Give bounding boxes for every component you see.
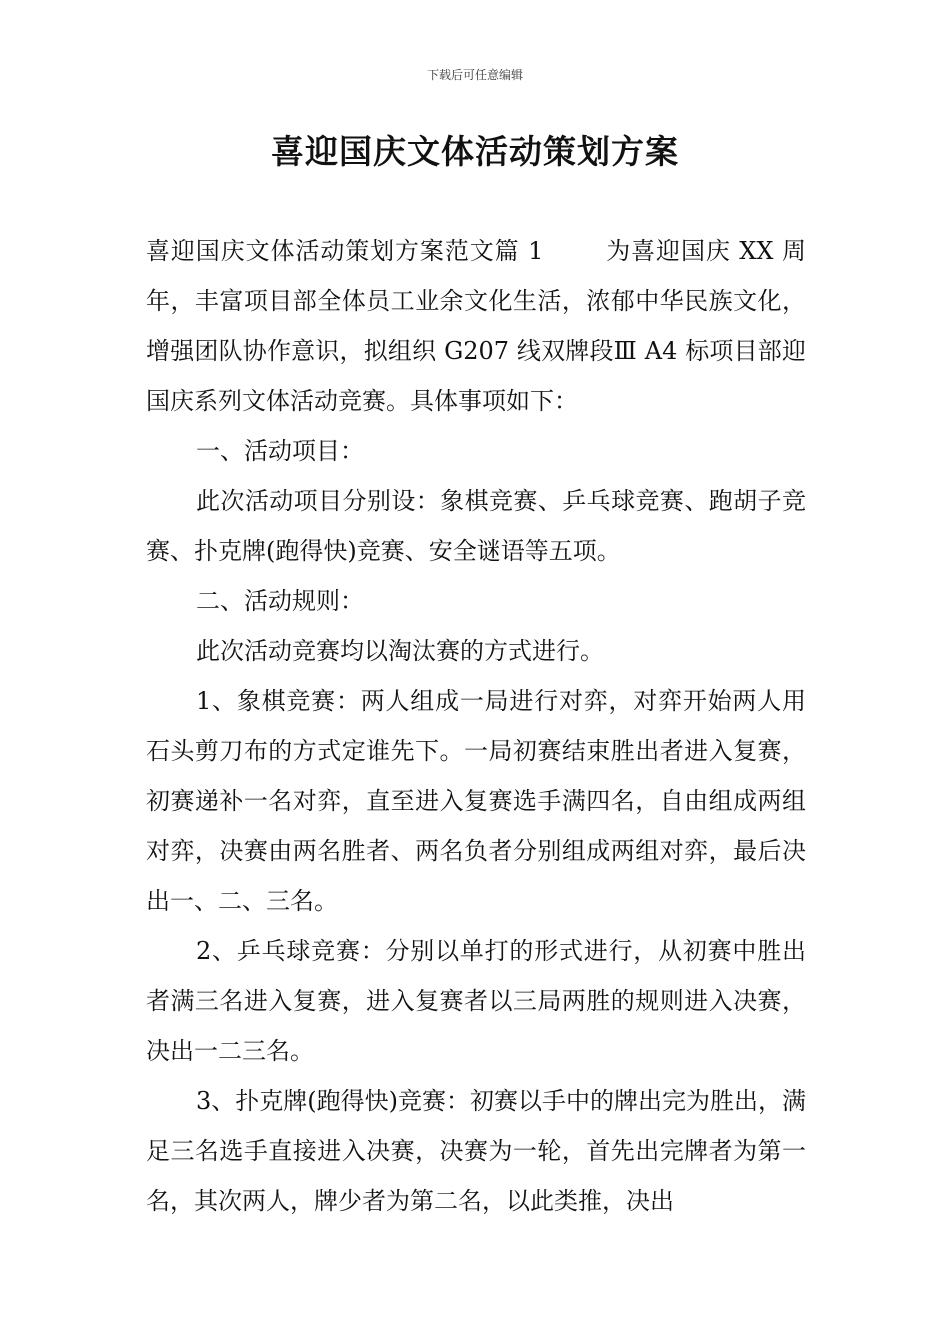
header-note: 下载后可任意编辑 [426, 68, 523, 82]
paragraph-pingpong-rules: 2、乒乓球竞赛：分别以单打的形式进行，从初赛中胜出者满三名进入复赛，进入复赛者以三局两胜的规则进入决赛，决出一二三名。 [146, 937, 806, 1065]
paragraph-intro [146, 226, 806, 426]
document-title: 喜迎国庆文体活动策划方案 [271, 132, 679, 171]
intro-lead: 喜迎国庆文体活动策划方案范文篇 1 [146, 237, 544, 265]
paragraph-rules-general: 此次活动竞赛均以淘汰赛的方式进行。 [196, 637, 604, 665]
intro-text: 为喜迎国庆 XX 周年，丰富项目部全体员工业余文化生活，浓郁中华民族文化，增强团队协作意识，拟组织 G207 线双牌段Ⅲ A4 标项目部迎国庆系列文体活动竞赛。具体事项如下： [146, 237, 806, 415]
paragraph-chess-rules: 1、象棋竞赛：两人组成一局进行对弈，对弈开始两人用石头剪刀布的方式定谁先下。一局初赛结束胜出者进入复赛，初赛递补一名对弈，直至进入复赛选手满四名，自由组成两组对弈，决赛由两名胜者、两名负者分别组成两组对弈，最后决出一、二、三名。 [146, 687, 806, 915]
paragraph-items: 此次活动项目分别设：象棋竞赛、乒乓球竞赛、跑胡子竞赛、扑克牌(跑得快)竞赛、安全谜语等五项。 [146, 487, 806, 565]
section-heading-rules: 二、活动规则： [196, 587, 364, 615]
document-body [146, 226, 806, 1226]
paragraph-poker-rules: 3、扑克牌(跑得快)竞赛：初赛以手中的牌出完为胜出，满足三名选手直接进入决赛，决赛为一轮，首先出完牌者为第一名，其次两人，牌少者为第二名，以此类推，决出 [146, 1087, 806, 1215]
section-heading-items: 一、活动项目： [196, 437, 364, 465]
